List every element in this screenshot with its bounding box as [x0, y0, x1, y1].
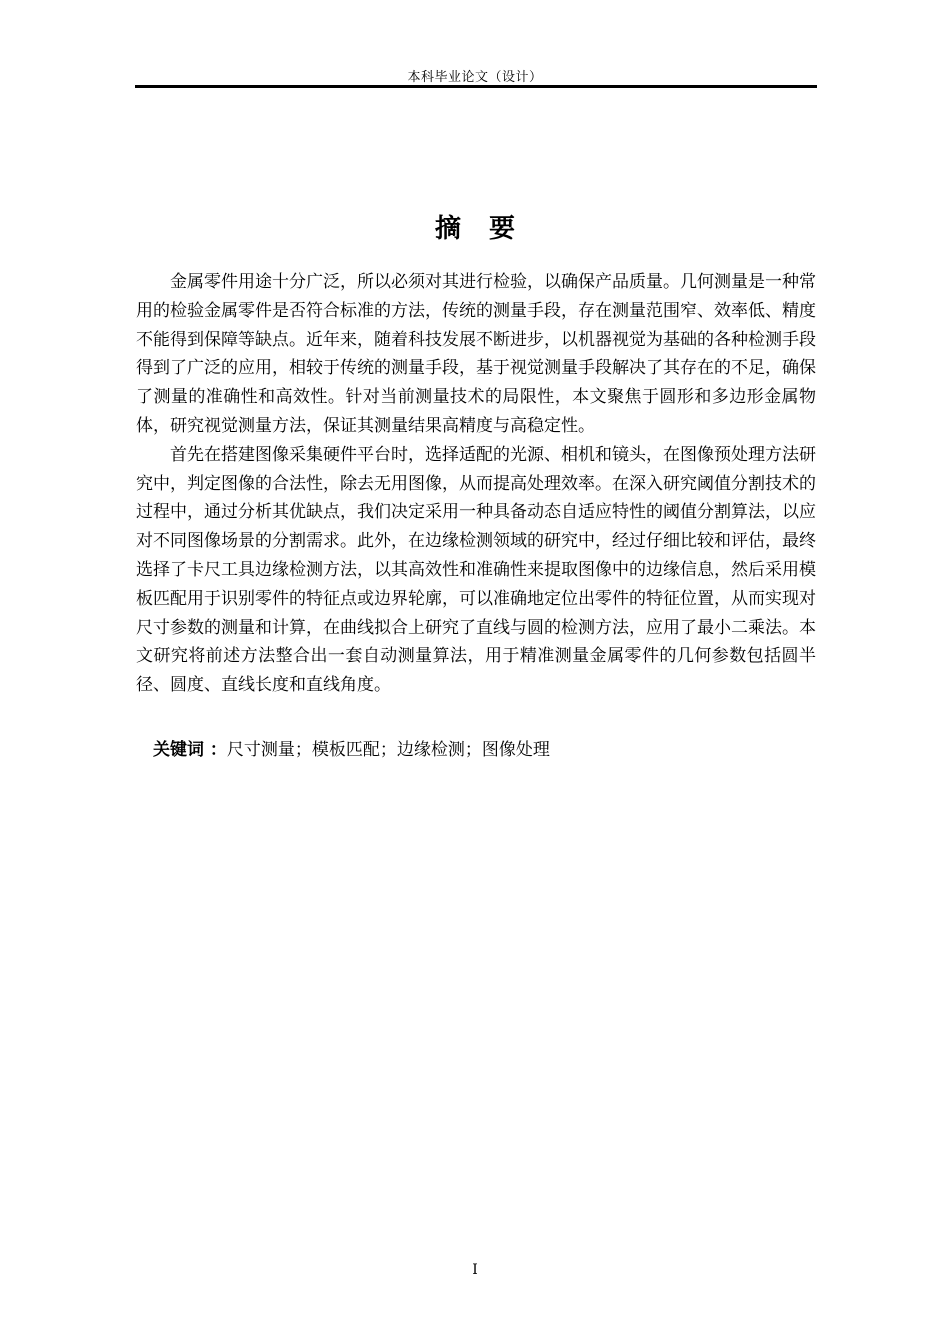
abstract-title: 摘要 [434, 214, 543, 244]
page-number: I [472, 1262, 478, 1278]
header-rule [135, 85, 817, 88]
abstract-body [136, 268, 816, 700]
abstract-paragraph-1: 金属零件用途十分广泛，所以必须对其进行检验，以确保产品质量。几何测量是一种常用的检验金属零件是否符合标准的方法，传统的测量手段，存在测量范围窄、效率低、精度不能得到保障等缺点。近年来，随着科技发展不断进步，以机器视觉为基础的各种检测手段得到了广泛的应用，相较于传统的测量手段，基于视觉测量手段解决了其存在的不足，确保了测量的准确性和高效性。针对当前测量技术的局限性，本文聚焦于圆形和多边形金属物体，研究视觉测量方法，保证其测量结果高精度与高稳定性。 [136, 272, 816, 436]
running-header: 本科毕业论文（设计） [407, 70, 543, 85]
keywords-text: 尺寸测量；模板匹配；边缘检测；图像处理 [226, 740, 550, 760]
keywords-line [153, 736, 813, 765]
keywords-label: 关键词 ： [153, 740, 227, 760]
abstract-paragraph-2: 首先在搭建图像采集硬件平台时，选择适配的光源、相机和镜头，在图像预处理方法研究中，判定图像的合法性，除去无用图像，从而提高处理效率。在深入研究阈值分割技术的过程中，通过分析其优缺点，我们决定采用一种具备动态自适应特性的阈值分割算法，以应对不同图像场景的分割需求。此外，在边缘检测领域的研究中，经过仔细比较和评估，最终选择了卡尺工具边缘检测方法，以其高效性和准确性来提取图像中的边缘信息，然后采用模板匹配用于识别零件的特征点或边界轮廓，可以准确地定位出零件的特征位置，从而实现对尺寸参数的测量和计算，在曲线拟合上研究了直线与圆的检测方法，应用了最小二乘法。本文研究将前述方法整合出一套自动测量算法，用于精准测量金属零件的几何参数包括圆半径、圆度、直线长度和直线角度。 [136, 444, 816, 696]
